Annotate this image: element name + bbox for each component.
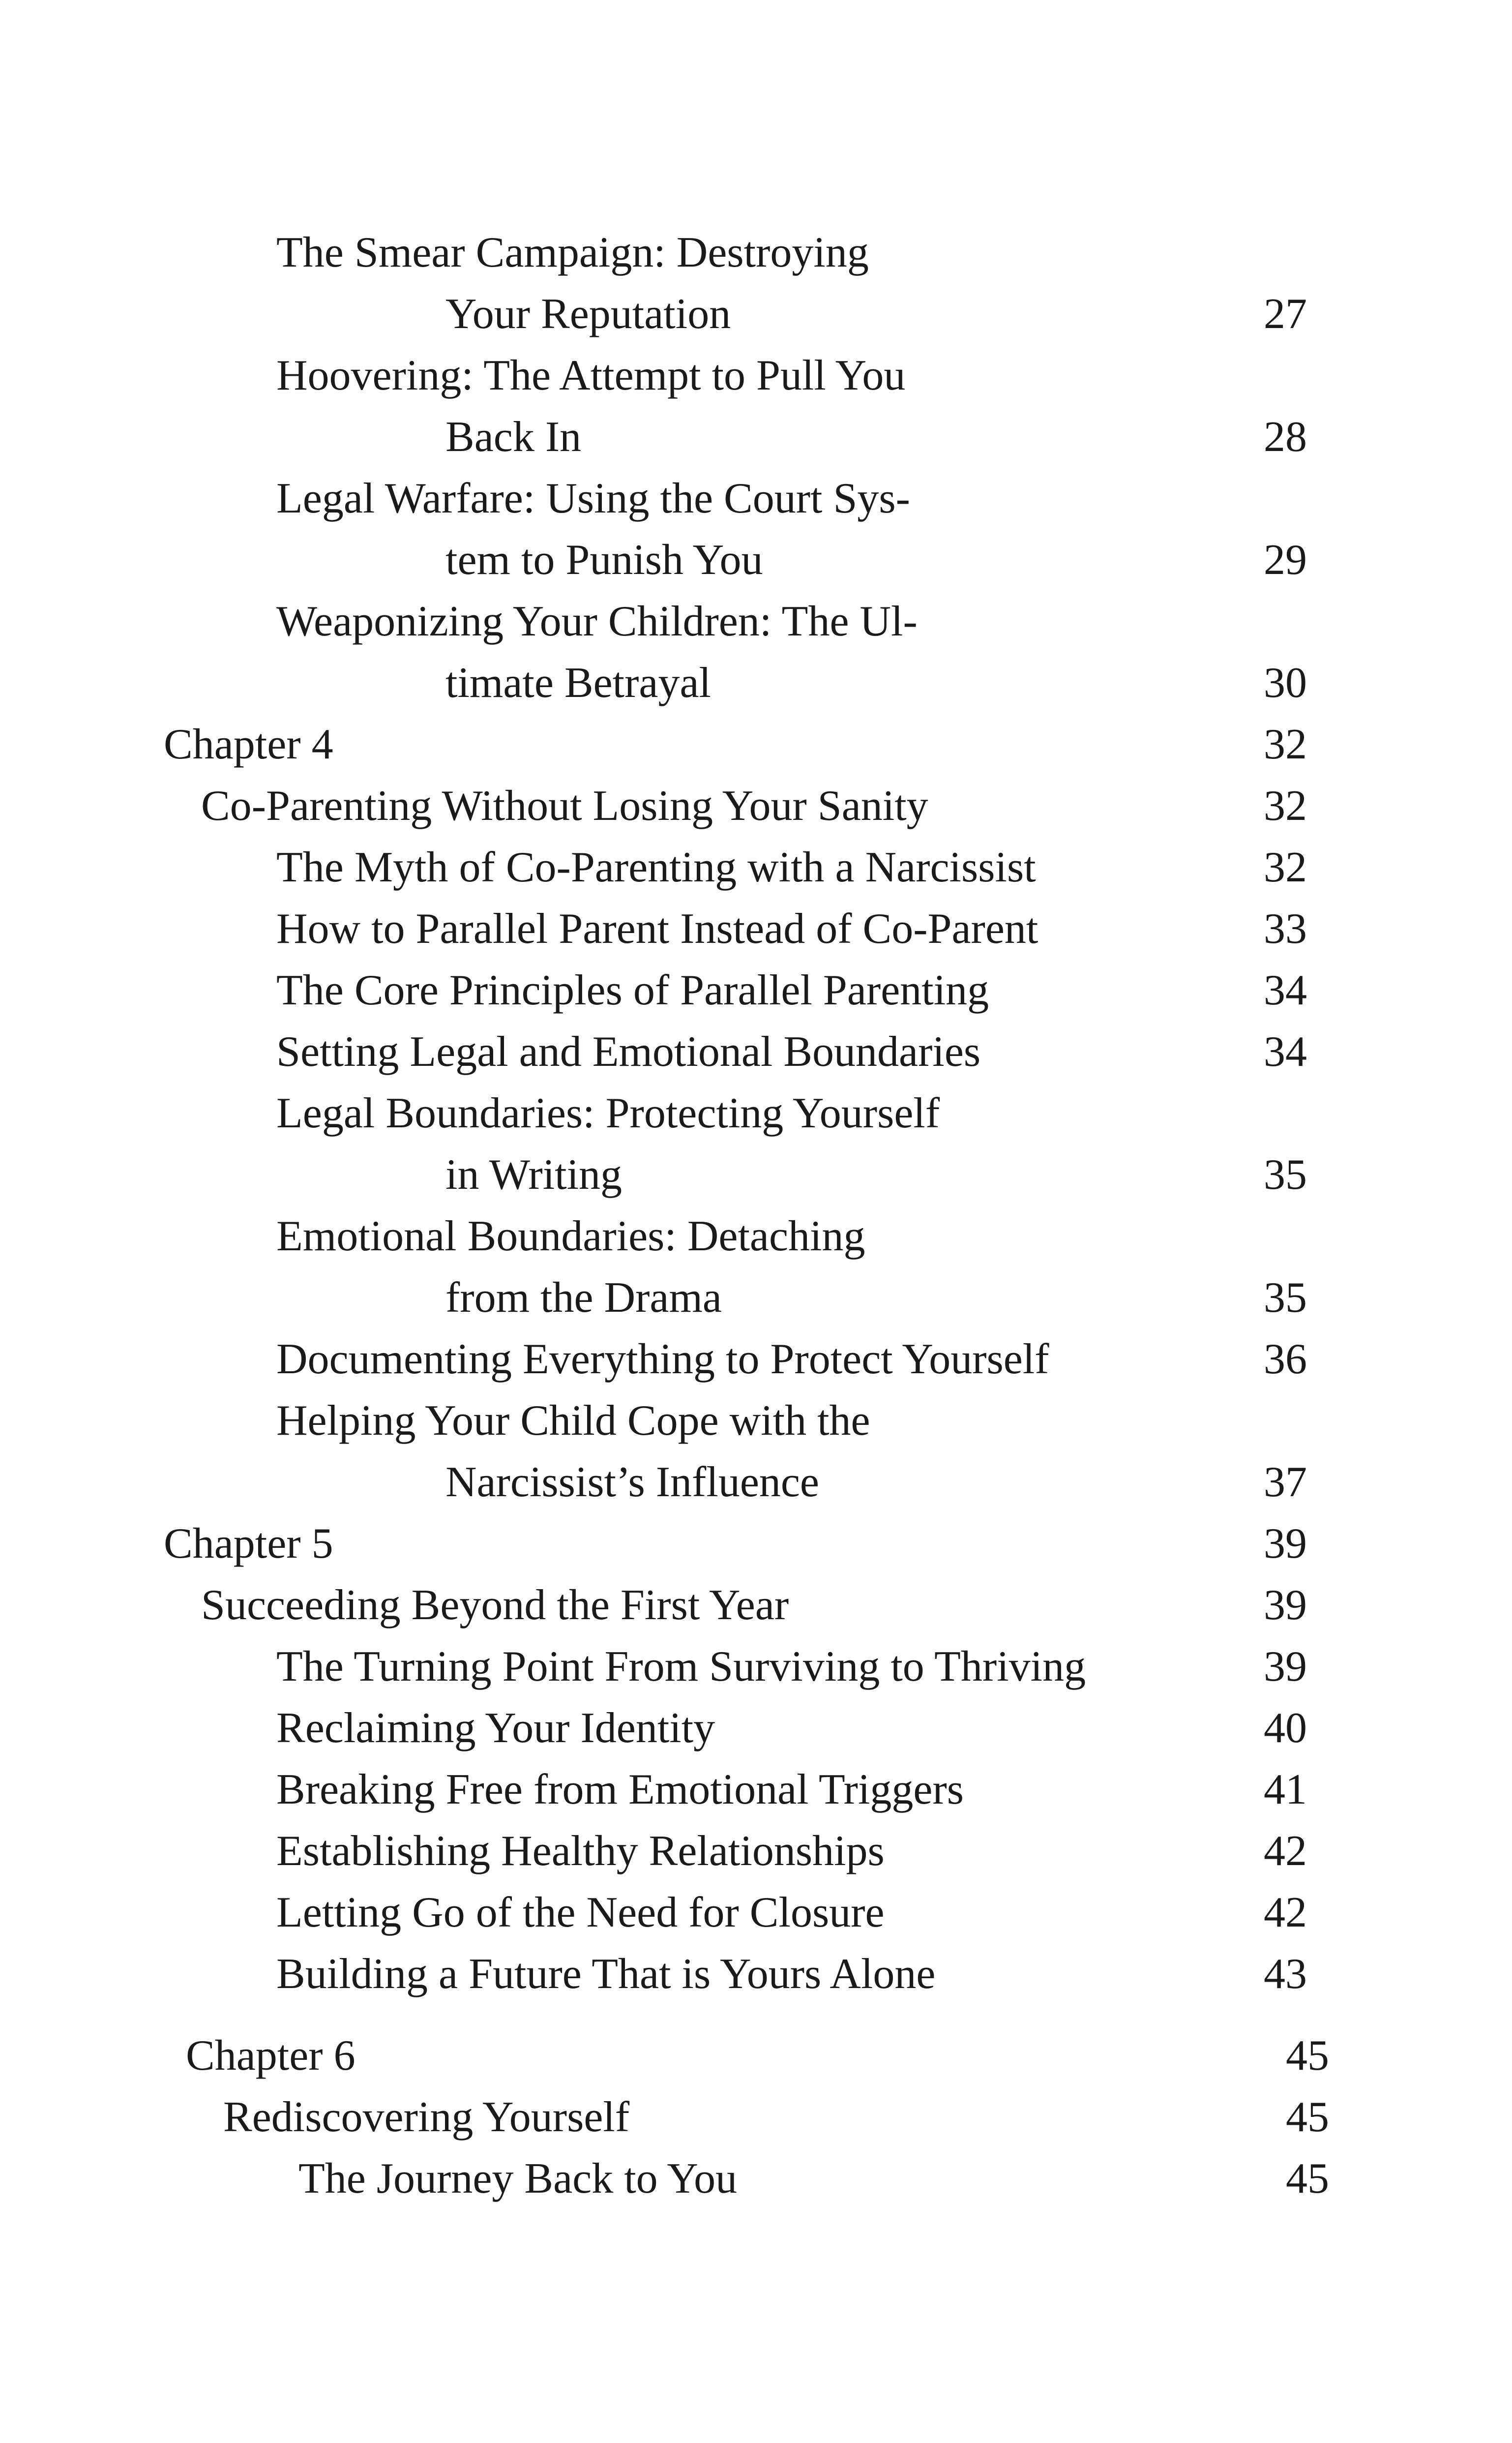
toc-entry-title: Breaking Free from Emotional Triggers	[276, 1766, 964, 1813]
toc-entry-title: Establishing Healthy Relationships	[276, 1827, 885, 1875]
toc-section-title: Rediscovering Yourself	[223, 2093, 630, 2141]
toc-entry-title: The Myth of Co-Parenting with a Narcissist	[276, 844, 1036, 891]
toc-page-number: 32	[1264, 782, 1307, 830]
toc-page-number: 39	[1264, 1520, 1307, 1568]
toc-entry-title-continued: tem to Punish You	[445, 536, 763, 584]
toc-entry-title: Building a Future That is Yours Alone	[276, 1950, 936, 1998]
toc-entry-title: The Core Principles of Parallel Parenting	[276, 966, 989, 1014]
toc-entry-title-continued: in Writing	[445, 1151, 623, 1199]
toc-page-number: 42	[1264, 1827, 1307, 1875]
toc-entry-title-continued: Narcissist’s Influence	[445, 1458, 819, 1506]
toc-page-number: 42	[1264, 1889, 1307, 1936]
toc-entry-title: Reclaiming Your Identity	[276, 1704, 715, 1752]
toc-page-number: 45	[1286, 2155, 1329, 2202]
toc-entry-title-continued: from the Drama	[445, 1274, 722, 1322]
toc-entry-title: Setting Legal and Emotional Boundaries	[276, 1028, 981, 1076]
toc-page-number: 32	[1264, 844, 1307, 891]
toc-page-number: 33	[1264, 905, 1307, 953]
toc-entry-title: Weaponizing Your Children: The Ul-	[276, 598, 918, 645]
toc-chapter-heading: Chapter 4	[164, 721, 333, 768]
toc-page-number: 35	[1264, 1274, 1307, 1322]
toc-page-number: 27	[1264, 290, 1307, 338]
toc-entry-title-continued: Your Reputation	[445, 290, 731, 338]
toc-page-number: 40	[1264, 1704, 1307, 1752]
toc-entry-title: Hoovering: The Attempt to Pull You	[276, 352, 906, 399]
toc-entry-title: Legal Boundaries: Protecting Yourself	[276, 1089, 940, 1137]
toc-entry-title-continued: Back In	[445, 413, 582, 461]
toc-entry-title: The Smear Campaign: Destroying	[276, 229, 869, 276]
toc-page-number: 45	[1286, 2093, 1329, 2141]
toc-page-number: 41	[1264, 1766, 1307, 1813]
toc-page-number: 37	[1264, 1458, 1307, 1506]
toc-entry-title: Helping Your Child Cope with the	[276, 1397, 870, 1445]
toc-chapter-heading: Chapter 5	[164, 1520, 333, 1568]
toc-page-number: 39	[1264, 1581, 1307, 1629]
toc-entry-title-continued: timate Betrayal	[445, 659, 711, 707]
toc-entry-title: Letting Go of the Need for Closure	[276, 1889, 885, 1936]
toc-page-number: 36	[1264, 1335, 1307, 1383]
toc-entry-title: The Journey Back to You	[298, 2155, 738, 2202]
toc-entry-title: Documenting Everything to Protect Yourself	[276, 1335, 1049, 1383]
toc-entry-title: How to Parallel Parent Instead of Co-Parent	[276, 905, 1038, 953]
toc-page-number: 28	[1264, 413, 1307, 461]
toc-entry-title: Legal Warfare: Using the Court Sys-	[276, 475, 910, 522]
toc-chapter-heading: Chapter 6	[186, 2032, 356, 2080]
toc-page-number: 30	[1264, 659, 1307, 707]
toc-page-number: 43	[1264, 1950, 1307, 1998]
toc-page-number: 39	[1264, 1643, 1307, 1690]
toc-page-number: 29	[1264, 536, 1307, 584]
toc-page-number: 35	[1264, 1151, 1307, 1199]
toc-section-title: Succeeding Beyond the First Year	[201, 1581, 789, 1629]
toc-entry-title: The Turning Point From Surviving to Thriving	[276, 1643, 1086, 1690]
toc-page-number: 32	[1264, 721, 1307, 768]
toc-page-number: 34	[1264, 966, 1307, 1014]
toc-page-number: 34	[1264, 1028, 1307, 1076]
toc-page-number: 45	[1286, 2032, 1329, 2080]
toc-section-title: Co-Parenting Without Losing Your Sanity	[201, 782, 928, 830]
toc-entry-title: Emotional Boundaries: Detaching	[276, 1212, 865, 1260]
